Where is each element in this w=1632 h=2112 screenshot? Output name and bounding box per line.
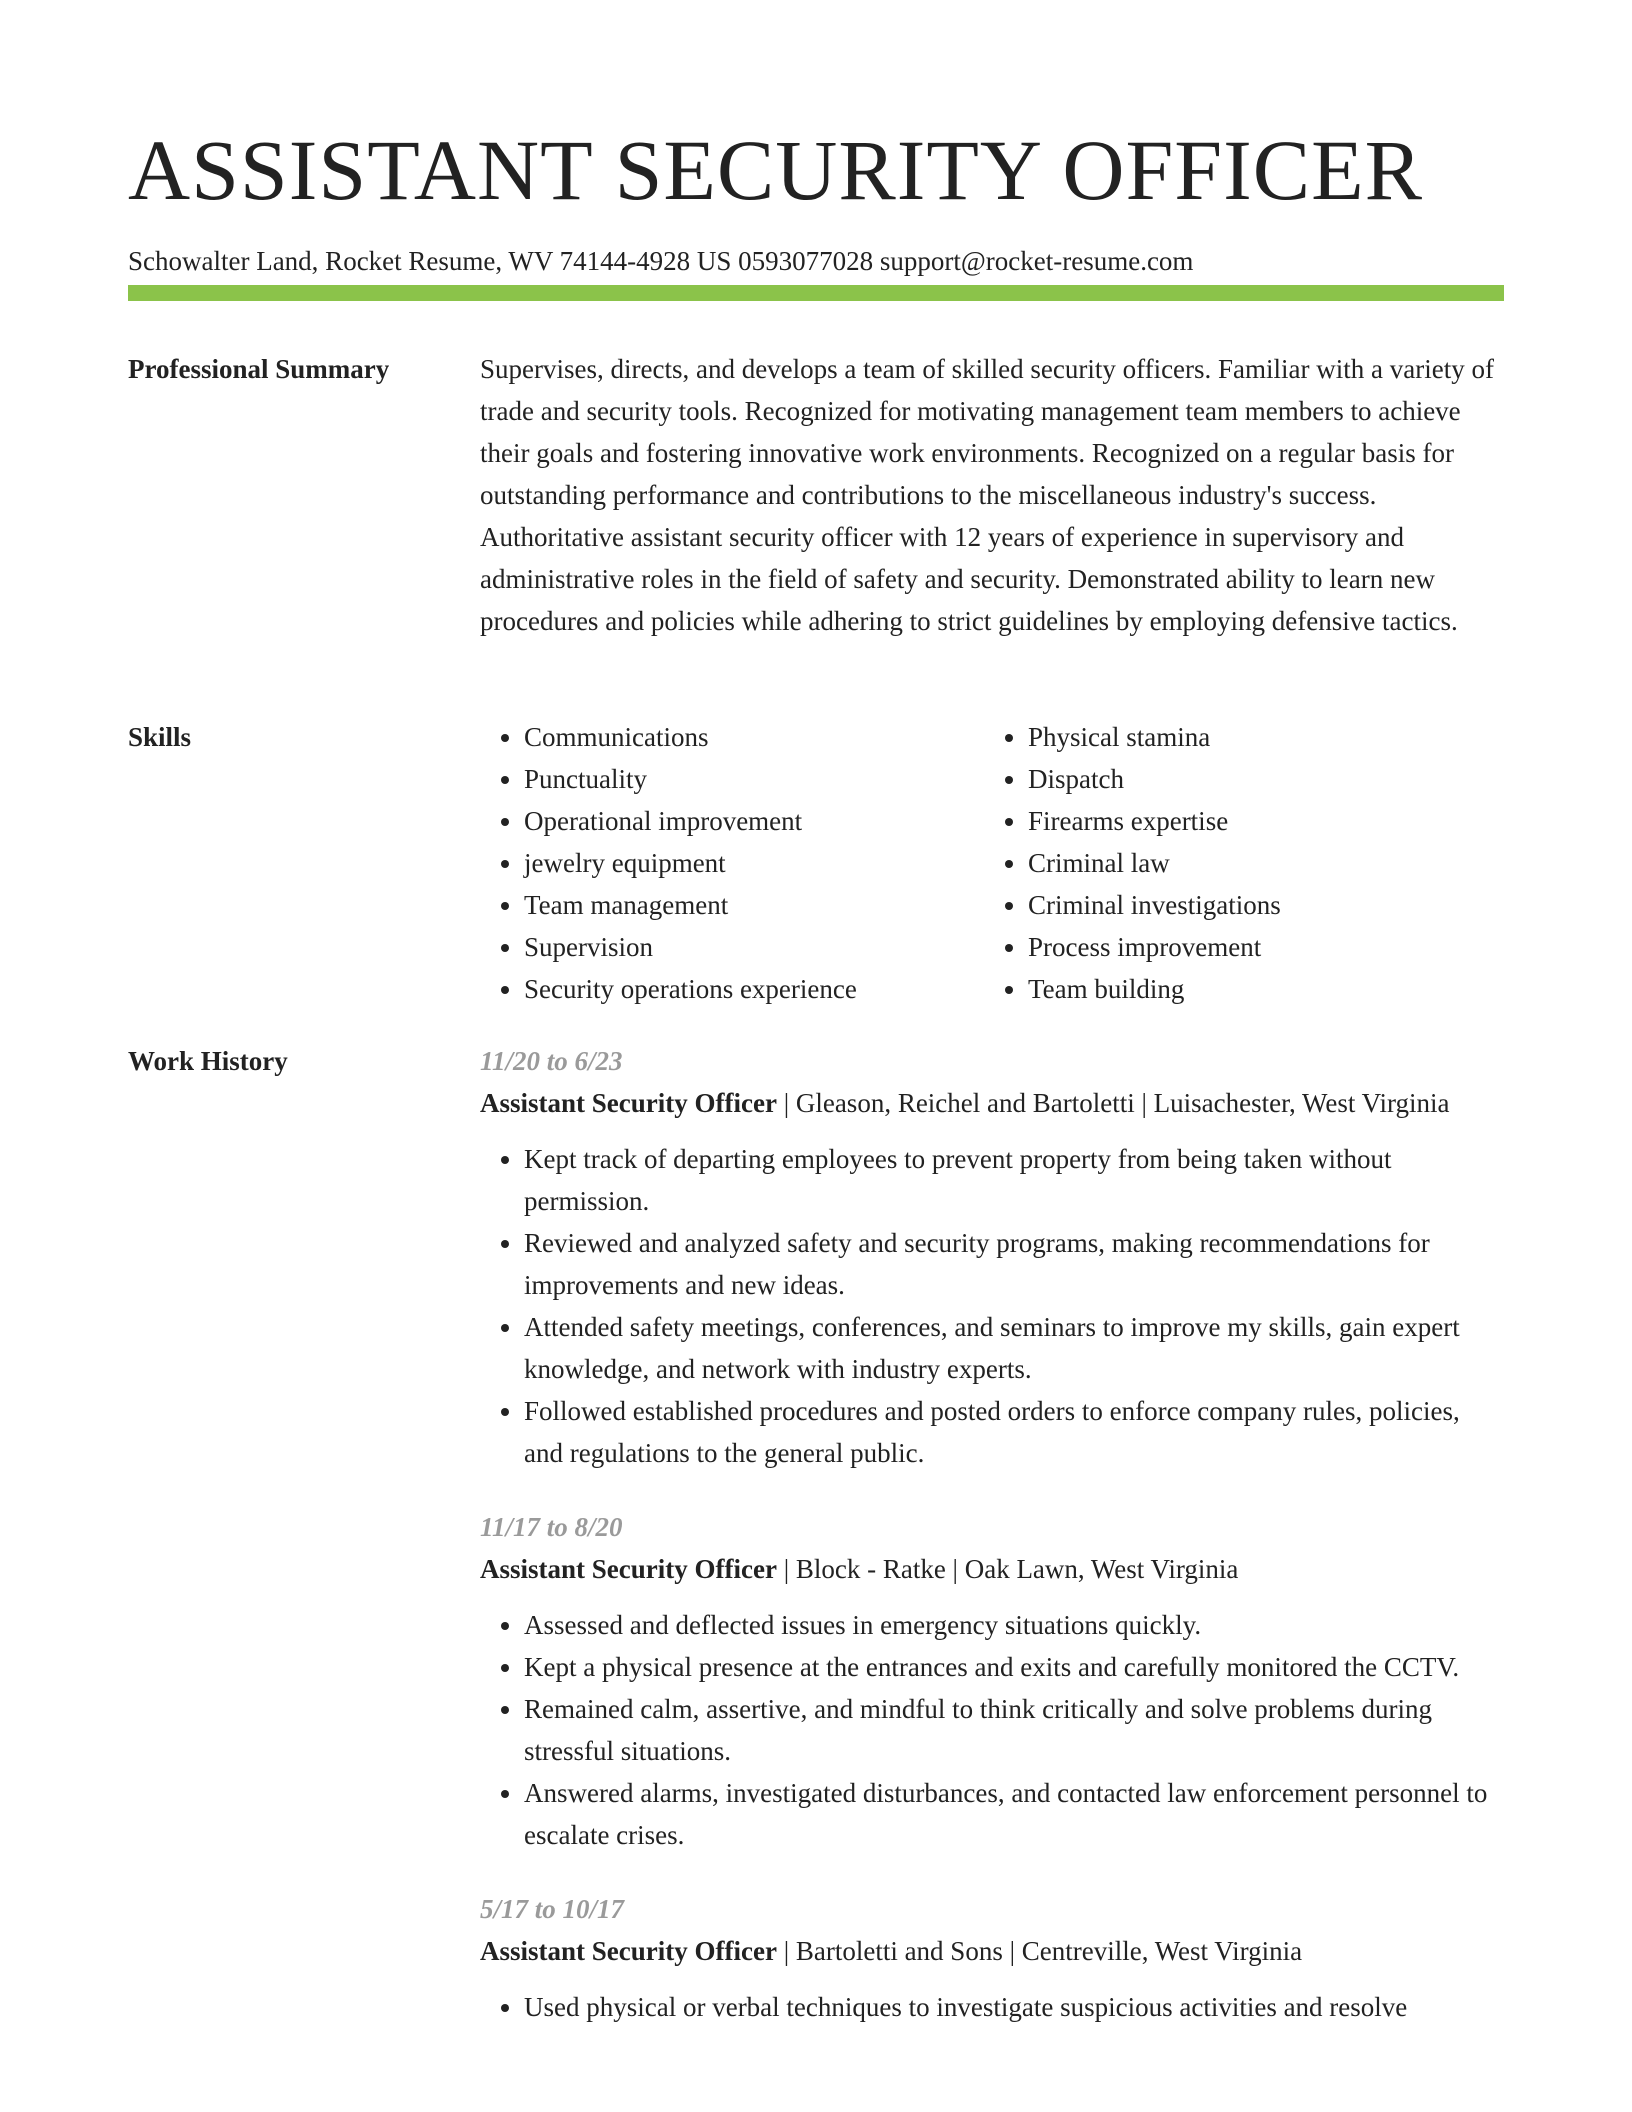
work-history-section: [128, 1040, 1504, 2112]
summary-section: [128, 348, 1504, 678]
skills-section: [128, 716, 1504, 1016]
job-bullet: • Kept track of departing employees to prevent property from being taken without permission.: [524, 1138, 1504, 1222]
job-bullet: • Assessed and deflected issues in emergency situations quickly.: [524, 1604, 1504, 1646]
skill-item: • Criminal investigations: [1028, 884, 1488, 926]
job-bullet: • Kept a physical presence at the entrances and exits and carefully monitored the CCTV.: [524, 1646, 1504, 1688]
skill-item: • Communications: [524, 716, 984, 758]
job-entry: [480, 1888, 1504, 2028]
job-company-location: | Bartoletti and Sons | Centreville, West Virginia: [776, 1936, 1303, 1966]
job-entry: [480, 1040, 1504, 1474]
job-bullets: [480, 1986, 1504, 2028]
job-heading: [480, 1548, 1504, 1590]
job-title: Assistant Security Officer: [480, 1554, 777, 1584]
section-title-skills: Skills: [128, 722, 192, 752]
skill-item: • Punctuality: [524, 758, 984, 800]
contact-line: Schowalter Land, Rocket Resume, WV 74144-4928 US 0593077028 support@rocket-resume.com: [128, 246, 1194, 276]
skill-item: • Operational improvement: [524, 800, 984, 842]
summary-text: Supervises, directs, and develops a team of skilled security officers. Familiar with a variety of trade and security tools. Recognized for motivating management team members to achieve their goals and fostering innovative work environments. Recognized on a regular basis for outstanding performance and contributions to the miscellaneous industry's success. Authoritative assistant security officer with 12 years of experience in supervisory and administrative roles in the field of safety and security. Demonstrated ability to learn new procedures and policies while adhering to strict guidelines by employing defensive tactics.: [480, 354, 1494, 636]
candidate-name: ASSISTANT SECURITY OFFICER: [128, 122, 1424, 218]
skill-item: • Team management: [524, 884, 984, 926]
job-bullet: • Used physical or verbal techniques to investigate suspicious activities and resolve: [524, 1986, 1504, 2028]
job-bullet: • Remained calm, assertive, and mindful to think critically and solve problems during stressful situations.: [524, 1688, 1504, 1772]
skill-item: • Criminal law: [1028, 842, 1488, 884]
skill-item: • Process improvement: [1028, 926, 1488, 968]
job-dates: 5/17 to 10/17: [480, 1894, 625, 1924]
skills-column-right: [984, 716, 1488, 1010]
skill-item: • Dispatch: [1028, 758, 1488, 800]
skill-item: • Supervision: [524, 926, 984, 968]
resume-header: [128, 118, 1504, 278]
job-company-location: | Gleason, Reichel and Bartoletti | Luisachester, West Virginia: [776, 1088, 1450, 1118]
job-bullet: • Reviewed and analyzed safety and security programs, making recommendations for improvements and new ideas.: [524, 1222, 1504, 1306]
job-dates: 11/17 to 8/20: [480, 1512, 623, 1542]
section-title-summary: Professional Summary: [128, 354, 390, 384]
job-bullet: • Attended safety meetings, conferences, and seminars to improve my skills, gain expert knowledge, and network with industry experts.: [524, 1306, 1504, 1390]
skill-item: • Physical stamina: [1028, 716, 1488, 758]
job-heading: [480, 1082, 1504, 1124]
job-bullets: [480, 1138, 1504, 1474]
section-title-work-history: Work History: [128, 1046, 288, 1076]
skill-item: • jewelry equipment: [524, 842, 984, 884]
work-history-body: [480, 1040, 1504, 2028]
job-entry: [480, 1506, 1504, 1856]
job-bullets: [480, 1604, 1504, 1856]
job-bullet: • Followed established procedures and posted orders to enforce company rules, policies, and regulations to the general public.: [524, 1390, 1504, 1474]
job-heading: [480, 1930, 1504, 1972]
skill-item: • Team building: [1028, 968, 1488, 1010]
skills-column-left: [480, 716, 984, 1010]
skill-item: • Security operations experience: [524, 968, 984, 1010]
job-company-location: | Block - Ratke | Oak Lawn, West Virginia: [776, 1554, 1239, 1584]
skill-item: • Firearms expertise: [1028, 800, 1488, 842]
job-bullet: • Answered alarms, investigated disturbances, and contacted law enforcement personnel to escalate crises.: [524, 1772, 1504, 1856]
summary-body: [480, 348, 1504, 642]
job-dates: 11/20 to 6/23: [480, 1046, 623, 1076]
skills-columns: [480, 716, 1504, 1010]
header-divider: [128, 285, 1504, 301]
job-title: Assistant Security Officer: [480, 1088, 777, 1118]
job-title: Assistant Security Officer: [480, 1936, 777, 1966]
